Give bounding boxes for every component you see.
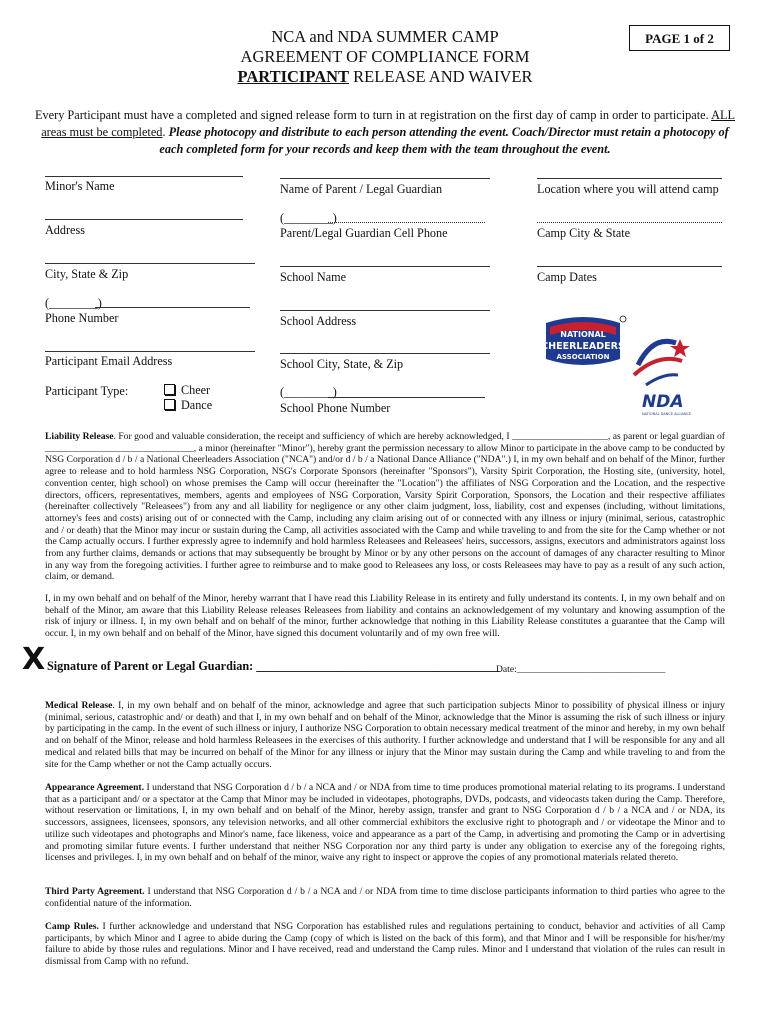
school-phone-label: School Phone Number — [280, 401, 391, 415]
school-name-field[interactable] — [280, 266, 490, 267]
camp-rules-paragraph — [45, 921, 725, 968]
email-field[interactable] — [45, 351, 255, 352]
nca-line1: NATIONAL — [560, 330, 606, 339]
city-state-zip-field[interactable] — [45, 263, 255, 264]
third-party-text: I understand that NSG Corporation d / b / a NCA and / or NDA from time to time disclose participants information to third parties who agree to the confidential nature of the information. — [45, 886, 725, 909]
camp-dates-label: Camp Dates — [537, 270, 597, 284]
camp-city-label: Camp City & State — [537, 226, 631, 240]
camp-city-field[interactable] — [537, 222, 722, 223]
intro-instructions — [30, 107, 740, 158]
school-address-label: School Address — [280, 314, 357, 328]
phone-prefix: (________) — [45, 296, 102, 310]
third-party-paragraph — [45, 886, 725, 909]
parent-name-field[interactable] — [280, 178, 490, 179]
school-city-label: School City, State, & Zip — [280, 357, 404, 371]
signature-x-mark: X — [22, 642, 46, 677]
intro-bold-instructions: Please photocopy and distribute to each person attending the event. Coach/Director must retain a photocopy of each completed form for your records and keep them with the team throughout the event. — [159, 125, 729, 156]
dance-checkbox[interactable] — [164, 399, 175, 410]
address-field[interactable] — [45, 219, 243, 220]
form-title-line3 — [0, 66, 770, 87]
appearance-agreement-paragraph — [45, 782, 725, 864]
email-label: Participant Email Address — [45, 354, 173, 368]
camp-location-label: Location where you will attend camp — [537, 182, 719, 196]
nca-line3: ASSOCIATION — [556, 353, 610, 361]
parent-cell-field[interactable] — [328, 222, 485, 223]
date-field[interactable]: Date:_______________________________ — [496, 664, 666, 675]
intro-punct: . — [162, 125, 169, 139]
medical-text: . I, in my own behalf and on behalf of the minor, acknowledge and agree that such participation subjects Minor to possibility of physical illness or injury (minimal, serious, catastrophic and/ or death) and that I, in my own behalf and on behalf of the Minor, acknowledge that the Minor is assuming the risk of such illness or injury by participating in the camp. In the event of such illness or injury, I authorize NSG Corporation to obtain necessary medical treatment of the minor and hereby, in my own behalf and on behalf of the Minor, release and hold harmless Releasees in the exercises of this authority. I further acknowledge and understand that I will be responsible for any and all medical and related bills that may be incurred on behalf of the Minor for any illness or injury that the Minor may sustain during the Camp and while traveling to and from the site for the Camp whether or not the Camp actually occurs. — [45, 700, 725, 770]
school-name-label: School Name — [280, 270, 347, 284]
nca-nda-logos — [538, 313, 728, 418]
intro-underlined: ALL areas must be completed — [41, 108, 736, 139]
minor-name-field[interactable] — [45, 176, 243, 177]
school-city-field[interactable] — [280, 353, 490, 354]
warranty-paragraph: I, in my own behalf and on behalf of the Minor, hereby warrant that I have read this Liability Release in its entirety and fully understand its contents. I, in my own behalf and on behalf of the Minor, am aware that this Liability Release releases Releasees from liability and contains an acknowledgement of my voluntary and knowing assumption of the risk of injury or illness. I, in my own behalf and on behalf of the minor, further acknowledge that nothing in this Liability Release constitutes a guarantee that the Camp will occur. I, in my own behalf and on behalf of the Minor, have signed this document voluntarily and of my own free will. — [45, 593, 725, 640]
form-title-line1: NCA and NDA SUMMER CAMP — [271, 27, 499, 46]
school-address-field[interactable] — [280, 310, 490, 311]
nda-logo — [634, 339, 691, 416]
signature-line[interactable]: Signature of Parent or Legal Guardian: ________________________________________ — [47, 659, 500, 673]
nda-text: NDA — [642, 392, 684, 412]
nca-line2: CHEERLEADERS — [541, 341, 625, 352]
liability-text: . For good and valuable consideration, the receipt and sufficiency of which are hereby acknowledged, I ____________________, as parent or legal guardian of _______________________________, a minor (hereinafter "Minor"), hereby grant the permission necessary to allow Minor to participate in the above camp to be conducted by NSG Corporation d / b / a National Cheerleaders Association ("NCA") and/or d / b / a National Dance Alliance ("NDA".) I, in my own behalf and on behalf of the Minor, further agree to release and to hold harmless NSG Corporation, NSG's Corporate Sponsors (hereinafter "Sponsors"), Varsity Spirit Corporation, the Hosting site, (university, hotel, convention center, high school) on whose premises the Camp will occur (hereinafter the "Location") the affiliates of NSG Corporation and the Location, and the respective directors, officers, representatives, members, agents and employees of NSG Corporation, Varsity Spirit Corporation, Sponsors, the Location and their respective affiliates (hereinafter collectively "Releasees") from any and all liability for negligence or any other claim judgment, loss, liability, cost and expenses (including, without limitations, attorney's fees and costs) arising out of or connected with the Camp, including any claim arising out of or connected with any illness or injury (minimal, serious, catastrophic and / or death) that the Minor may incur or sustain during the Camp, all activities associated with the Camp and while traveling to and from the site for the Camp whether or not the Camp actually occurs. I further expressly agree to indemnify and hold harmless Releasees and Releasees' heirs, successors, assigns, executors and administrators against loss from any further claims, demands or actions that may subsequently be brought by Minor or by any other persons on the account of damages of any character resulting to Minor in any way from the foregoing activities. I further agree to reimburse and to make good to Releasees any loss, or costs Releasees may have to pay as a result of any such action, claim, or demand. — [45, 431, 726, 583]
intro-text: Every Participant must have a completed and signed release form to turn in at registration on the first day of camp in order to participate. — [34, 108, 709, 122]
dance-option[interactable] — [164, 398, 212, 413]
phone-field[interactable] — [95, 307, 250, 308]
camp-dates-field[interactable] — [537, 266, 722, 267]
parent-cell-label: Parent/Legal Guardian Cell Phone — [280, 226, 448, 240]
minor-name-label: Minor's Name — [45, 179, 115, 193]
appearance-text: I understand that NSG Corporation d / b / a NCA and / or NDA from time to time produces promotional material relating to its programs. I understand that as a participant and/ or a spectator at the Camp that Minor may be included in videotapes, photographs, DVDs, podcasts, and videocasts taken during the Camp. Therefore, without reservation or limitations, I, in my own behalf and on behalf of the Minor, hereby assign, transfer and grant to NSG Corporation d / b / a NCA and / or NDA, its successors, assignees, licensees, sponsors, any television networks, and all other commercial exhibitors the exclusive right to photograph and / or videotape the Minor and to utilize such videotapes and photographs and Minor's name, face likeness, voice and appearance as a part of the Camp, in advertising and promoting the Camp or in advertising and promoting similar future events. I further understand that neither NSG Corporation nor any third party is under any obligation to exercise any of the foregoing rights, licenses and privileges. I, in my own behalf and on behalf of the minor, waive any right to inspect or approve the copies of any promotional materials related thereto. — [45, 782, 726, 864]
camp-rules-text: I further acknowledge and understand that NSG Corporation has established rules and regulations pertaining to conduct, behavior and activities of all Camp participants, by which Minor and I agree to abide during the Camp (copy of which is listed on the back of this form), and that Minor and I will be responsible for his/her/my failure to abide by those rules and regulations. Minor and I have received, read and understand the Camp rules. Minor and I understand that violation of the rules can result in dismissal from Camp with no refund. — [45, 921, 725, 968]
city-state-zip-label: City, State & Zip — [45, 267, 129, 281]
participant-type-label: Participant Type: — [45, 384, 129, 398]
cheer-option[interactable] — [164, 383, 210, 398]
cell-phone-prefix: (________) — [280, 211, 337, 225]
nda-subtext: NATIONAL DANCE ALLIANCE — [642, 412, 692, 416]
camp-rules-heading: Camp Rules. — [45, 921, 99, 932]
parent-name-label: Name of Parent / Legal Guardian — [280, 182, 443, 196]
release-waiver-text: RELEASE AND WAIVER — [349, 67, 533, 86]
dance-label: Dance — [181, 398, 213, 412]
liability-heading: Liability Release — [45, 431, 114, 442]
school-phone-prefix: (________) — [280, 385, 337, 399]
phone-label: Phone Number — [45, 311, 119, 325]
participant-word: PARTICIPANT — [237, 67, 350, 86]
school-phone-field[interactable] — [328, 397, 485, 398]
appearance-heading: Appearance Agreement. — [45, 782, 145, 793]
cheer-label: Cheer — [181, 383, 211, 397]
address-label: Address — [45, 223, 85, 237]
third-party-heading: Third Party Agreement. — [45, 886, 145, 897]
nca-logo — [541, 316, 626, 365]
liability-release-paragraph — [45, 431, 725, 583]
form-title-line2: AGREEMENT OF COMPLIANCE FORM — [240, 47, 530, 66]
page-number-badge: PAGE 1 of 2 — [629, 25, 730, 51]
cheer-checkbox[interactable] — [164, 384, 175, 395]
medical-release-paragraph — [45, 700, 725, 770]
medical-heading: Medical Release — [45, 700, 113, 711]
camp-location-field[interactable] — [537, 178, 722, 179]
